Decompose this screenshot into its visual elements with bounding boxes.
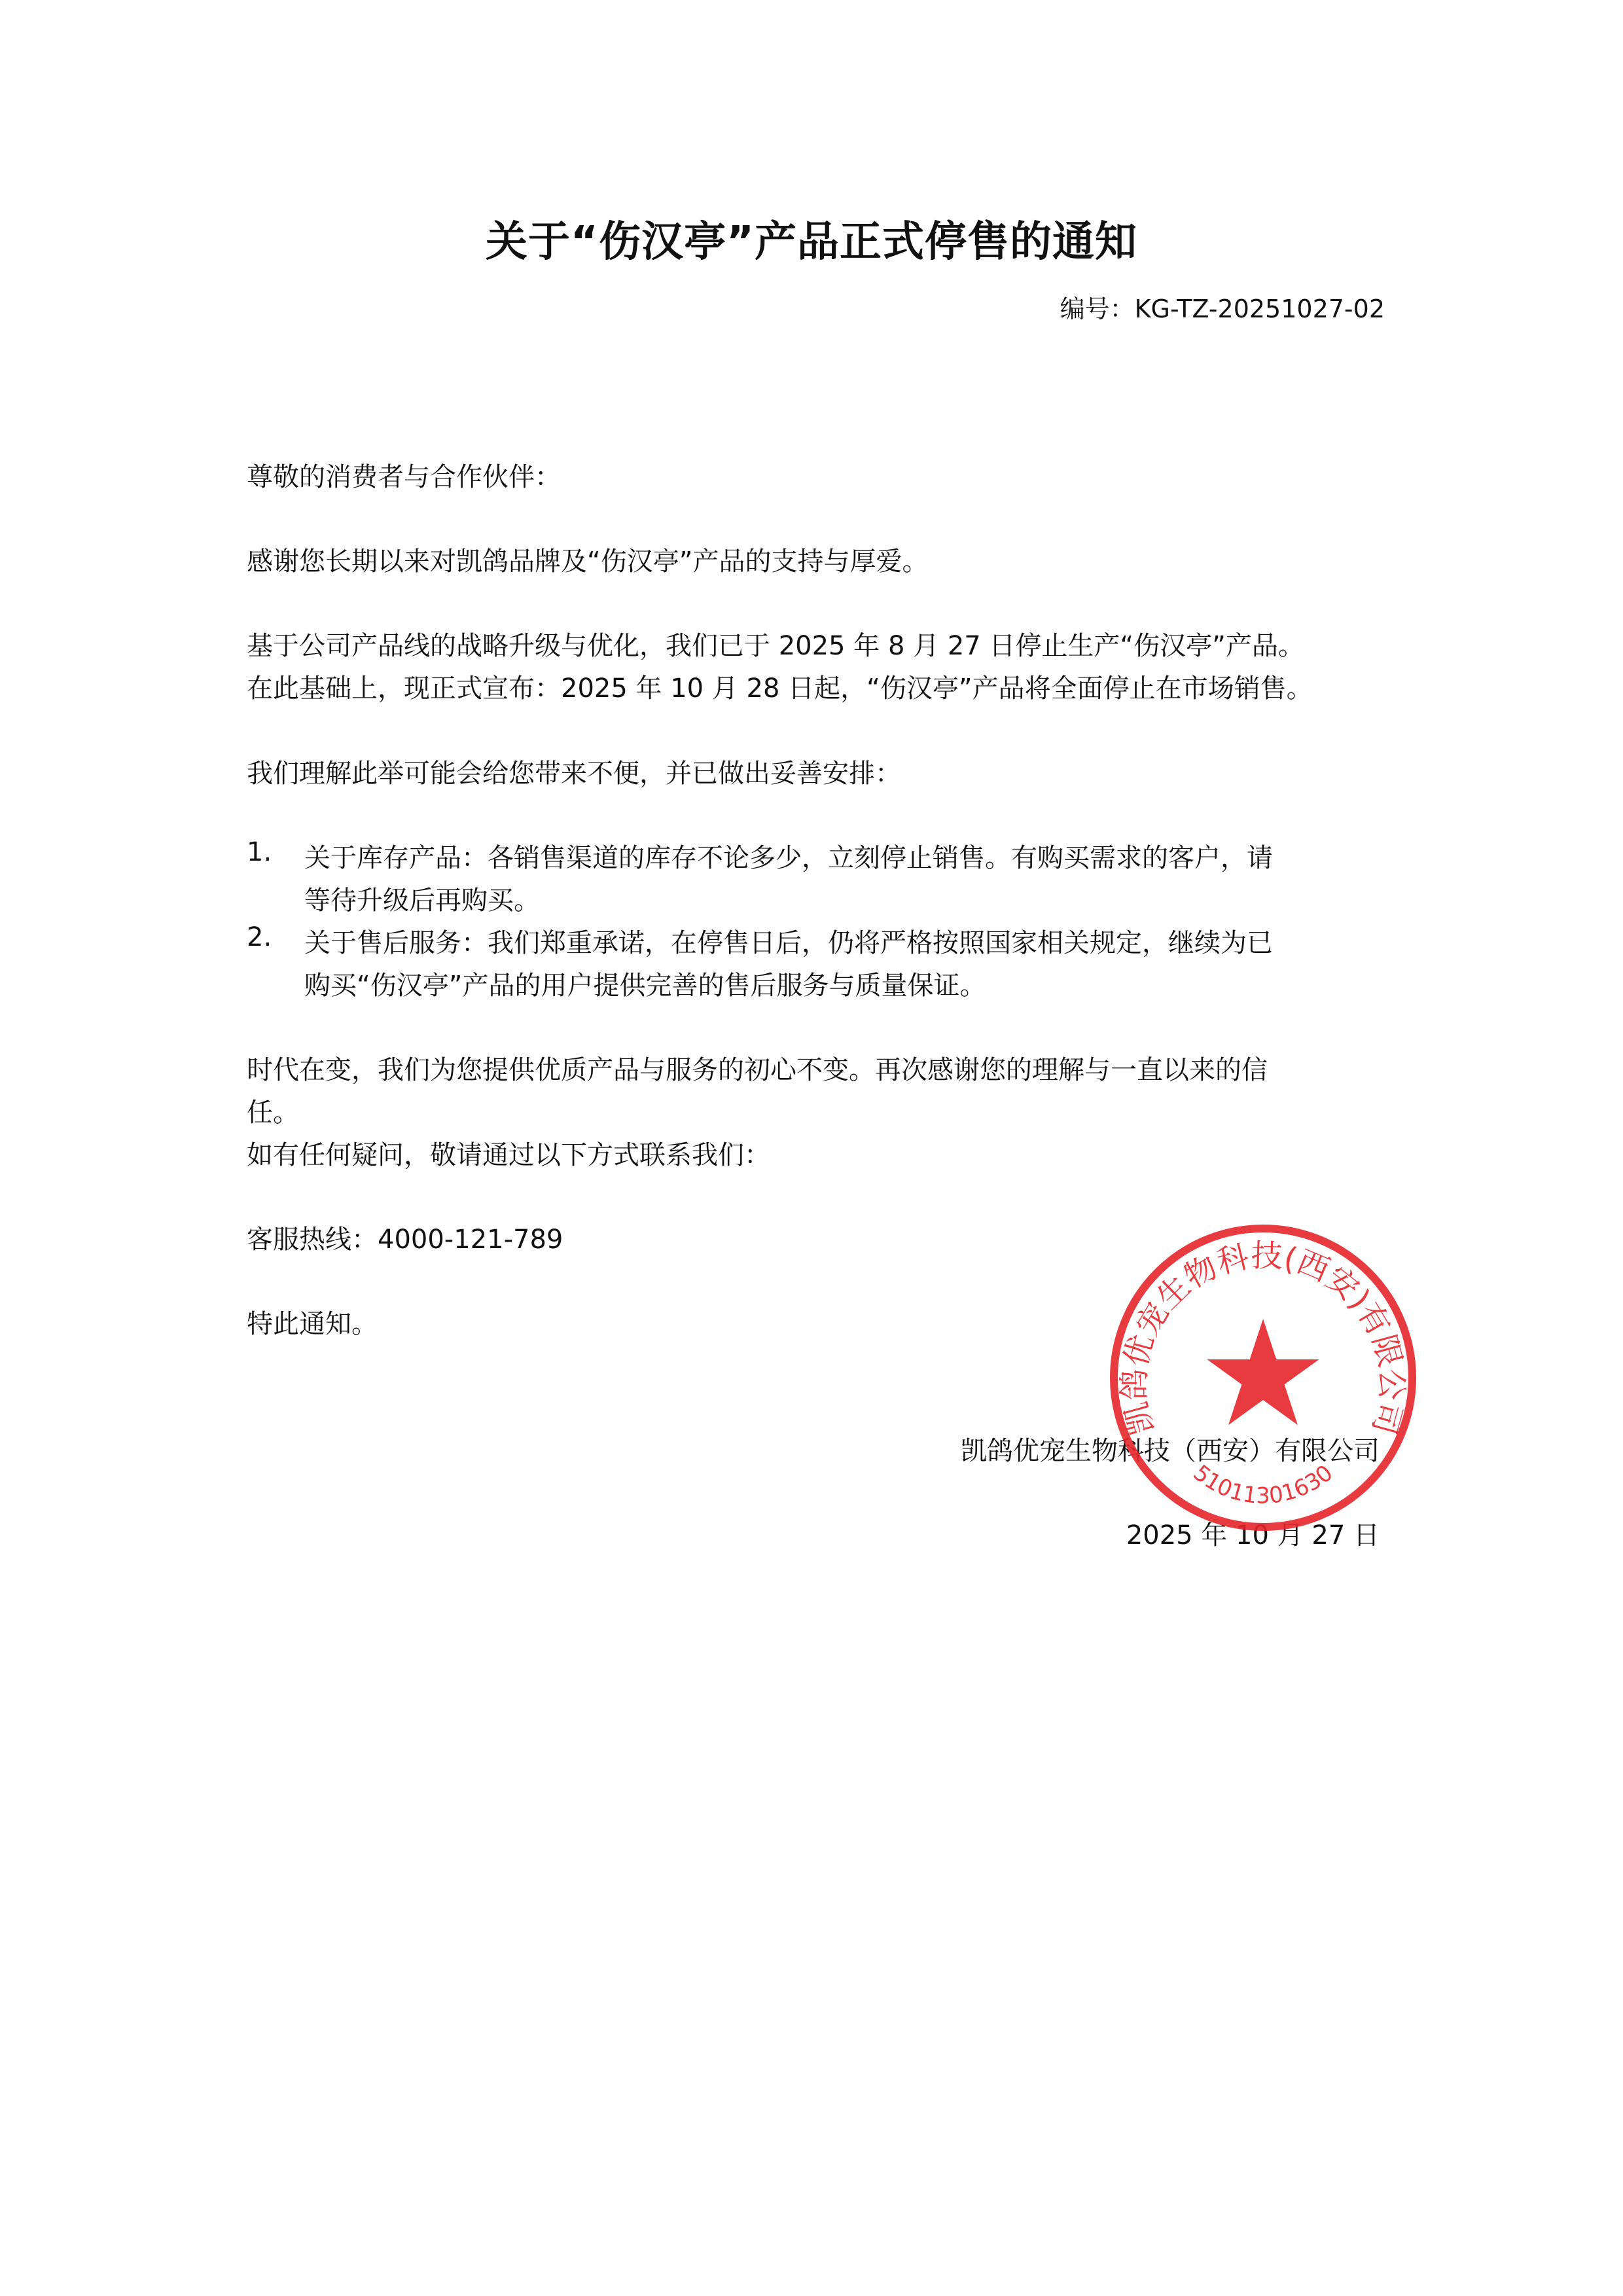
list-item-number: 1.	[247, 837, 272, 867]
list-item-line: 等待升级后再购买。	[304, 886, 540, 916]
seal-company-arc: 凯鸽优宠生物科技(西安)有限公司	[1116, 1237, 1410, 1439]
list-item-line: 关于库存产品：各销售渠道的库存不论多少，立刻停止销售。有购买需求的客户，请	[304, 843, 1273, 873]
list-item-line: 关于售后服务：我们郑重承诺，在停售日后，仍将严格按照国家相关规定，继续为已	[304, 928, 1273, 958]
signature-company: 凯鸽优宠生物科技（西安）有限公司	[961, 1436, 1380, 1466]
page-title: 关于“伤汉亭”产品正式停售的通知	[485, 218, 1138, 266]
list-item-line: 购买“伤汉亭”产品的用户提供完善的售后服务与质量保证。	[304, 971, 986, 1001]
seal-star-icon	[1207, 1319, 1319, 1425]
thanks-paragraph: 感谢您长期以来对凯鸽品牌及“伤汉亭”产品的支持与厚爱。	[247, 547, 929, 577]
notice-end: 特此通知。	[247, 1309, 378, 1339]
hotline: 客服热线：4000-121-789	[247, 1225, 563, 1255]
understand-paragraph: 我们理解此举可能会给您带来不便，并已做出妥善安排：	[247, 759, 901, 789]
seal-number-arc: 51011301630	[1188, 1460, 1338, 1509]
closing-paragraph-line-2: 任。	[247, 1098, 299, 1128]
basis-paragraph-line-2: 在此基础上，现正式宣布：2025 年 10 月 28 日起，“伤汉亭”产品将全面停止在市场销售。	[247, 673, 1313, 704]
list-item-number: 2.	[247, 922, 272, 952]
contact-paragraph: 如有任何疑问，敬请通过以下方式联系我们：	[247, 1140, 770, 1170]
company-seal	[1106, 1221, 1420, 1535]
document-number: 编号：KG-TZ-20251027-02	[1060, 295, 1385, 323]
signature-date: 2025 年 10 月 27 日	[1126, 1520, 1380, 1551]
closing-paragraph-line-1: 时代在变，我们为您提供优质产品与服务的初心不变。再次感谢您的理解与一直以来的信	[247, 1055, 1268, 1085]
salutation: 尊敬的消费者与合作伙伴：	[247, 462, 561, 492]
basis-paragraph-line-1: 基于公司产品线的战略升级与优化，我们已于 2025 年 8 月 27 日停止生产“伤汉亭”产品。	[247, 631, 1304, 661]
